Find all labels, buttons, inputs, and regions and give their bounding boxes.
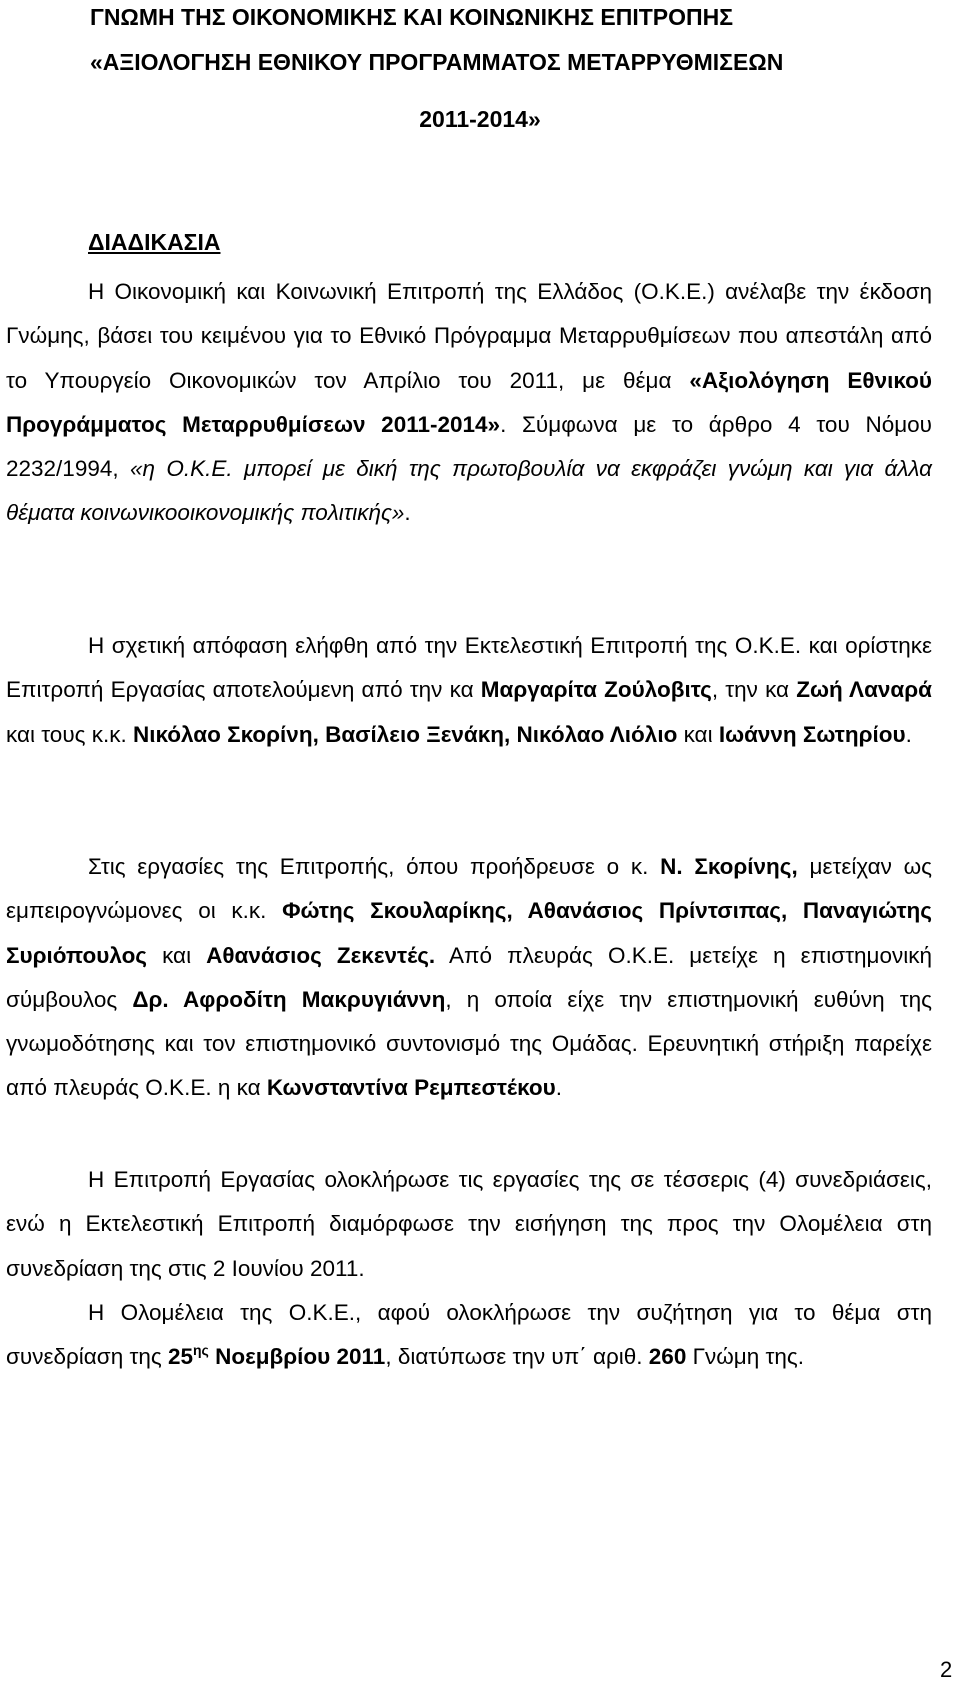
page-number: 2 (940, 1657, 953, 1682)
p2-text-d: και (677, 721, 719, 747)
title-line-1: ΓΝΩΜΗ ΤΗΣ ΟΙΚΟΝΟΜΙΚΗΣ ΚΑΙ ΚΟΙΝΩΝΙΚΗΣ ΕΠΙΤΡΟΠΗΣ (90, 4, 734, 30)
p3-text-b: μετείχαν ως εμπειρογνώμονες οι κ.κ. (6, 854, 932, 924)
title-line-3: 2011-2014» (419, 106, 541, 132)
p2-text-c: και τους κ.κ. (6, 721, 133, 747)
p2-text-e: . (905, 721, 912, 747)
p3-text-a: Στις εργασίες της Επιτροπής, όπου προήδρευσε ο κ. (88, 854, 661, 879)
paragraph-procedure (6, 270, 932, 536)
p3-name-4: Δρ. Αφροδίτη Μακρυγιάννη (132, 986, 446, 1012)
p2-name-3: Νικόλαο Σκορίνη, Βασίλειο Ξενάκη, Νικόλαο Λιόλιο (132, 721, 678, 747)
p5-day: 25 (167, 1344, 193, 1370)
p1-law-quote: «η Ο.Κ.Ε. μπορεί με δική της πρωτοβουλία να εκφράζει γνώμη και για άλλα θέματα κοινωνικοοικονομικής πολιτικής» (6, 456, 932, 526)
p1-topic-bold: «Αξιολόγηση Εθνικού Προγράμματος Μεταρρυθμίσεων 2011-2014» (6, 367, 932, 437)
p2-name-4: Ιωάννη Σωτηρίου (718, 721, 906, 747)
paragraph-plenary (6, 1291, 932, 1380)
p2-name-1: Μαργαρίτα Ζούλοβιτς (480, 677, 712, 703)
section-heading: ΔΙΑΔΙΚΑΣΙΑ (88, 229, 221, 255)
p3-name-3: Αθανάσιος Ζεκεντές. (206, 942, 436, 968)
p3-name-5: Κωνσταντίνα Ρεμπεστέκου (266, 1075, 556, 1101)
paragraph-experts (6, 845, 932, 1111)
p3-text-f: . (555, 1075, 562, 1101)
p3-text-e: , η οποία είχε την επιστημονική ευθύνη της γνωμοδότησης και τον επιστημονικό συντονισμό της Ομάδας. Ερευνητική στήριξη παρείχε από πλευράς Ο.Κ.Ε. η κα (6, 986, 932, 1101)
p2-name-2: Ζωή Λαναρά (796, 677, 932, 703)
p3-name-2: Φώτης Σκουλαρίκης, Αθανάσιος Πρίντσιπας, Παναγιώτης Συριόπουλος (6, 898, 932, 968)
p5-text-b: , διατύπωσε την υπ΄ αριθ. (385, 1344, 649, 1370)
title-line-2: «ΑΞΙΟΛΟΓΗΣΗ ΕΘΝΙΚΟΥ ΠΡΟΓΡΑΜΜΑΤΟΣ ΜΕΤΑΡΡΥΘΜΙΣΕΩΝ (90, 49, 784, 75)
p5-opinion-number: 260 (648, 1344, 687, 1370)
p3-name-1: Ν. Σκορίνης, (660, 854, 798, 879)
paragraph-committee (6, 624, 932, 757)
p5-text-c: Γνώμη της. (686, 1344, 805, 1370)
p5-day-suffix: ης (192, 1342, 209, 1359)
p5-text-a: Η Ολομέλεια της Ο.Κ.Ε., αφού ολοκλήρωσε την συζήτηση για το θέμα στη συνεδρίαση της (6, 1300, 932, 1370)
p2-text-a: Η σχετική απόφαση ελήφθη από την Εκτελεστική Επιτροπή της Ο.Κ.Ε. και ορίστηκε Επιτροπή Εργασίας αποτελούμενη από την κα (6, 633, 932, 703)
paragraph-meetings: Η Επιτροπή Εργασίας ολοκλήρωσε τις εργασίες της σε τέσσερις (4) συνεδριάσεις, ενώ η Εκτελεστική Επιτροπή διαμόρφωσε την εισήγηση της προς την Ολομέλεια στη συνεδρίαση της στις 2 Ιουνίου 2011. (6, 1167, 932, 1281)
p2-text-b: , την κα (711, 677, 797, 703)
p1-text-e: . (404, 500, 411, 526)
p3-text-d: Από πλευράς Ο.Κ.Ε. μετείχε η επιστημονική σύμβουλος (6, 942, 933, 1012)
p5-month: Νοεμβρίου 2011 (208, 1344, 386, 1370)
p1-text-a: Η Οικονομική και Κοινωνική Επιτροπή της Ελλάδος (Ο.Κ.Ε.) ανέλαβε την έκδοση Γνώμης, βάσει του κειμένου για το Εθνικό Πρόγραμμα Μεταρρυθμίσεων που απεστάλη από το Υπουργείο Οικονομικών τον Απρίλιο του 2011, με θέμα (6, 279, 932, 393)
p3-text-c: και (147, 942, 207, 968)
p1-text-c: . Σύμφωνα με το άρθρο 4 του Νόμου 2232/1994, (6, 411, 932, 482)
